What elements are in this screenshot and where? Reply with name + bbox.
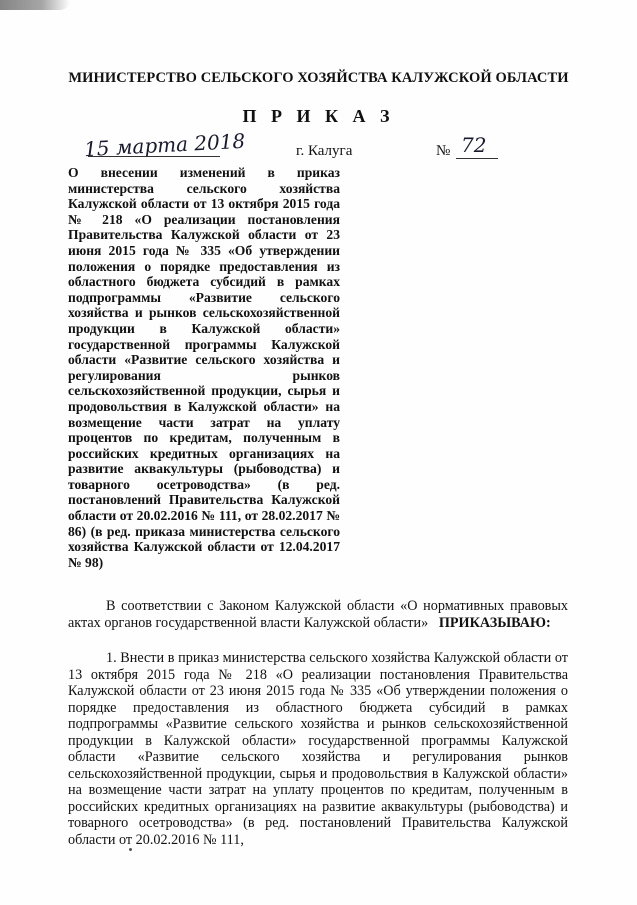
ministry-header: МИНИСТЕРСТВО СЕЛЬСКОГО ХОЗЯЙСТВА КАЛУЖСКОЙ ОБЛАСТИ xyxy=(68,70,569,86)
city: г. Калуга xyxy=(296,143,353,159)
order-subject: О внесении изменений в приказ министерства сельского хозяйства Калужской области от 13 октября 2015 года № 218 «О реализации постановления Правительства Калужской области от 23 июня 2015 года № 335 «Об утверждении положения о порядке предоставления из областного бюджета субсидий в рамках подпрограммы «Развитие сельского хозяйства и рынков сельскохозяйственной продукции в Калужской области» государственной программы Калужской области «Развитие сельского хозяйства и регулирования рынков сельскохозяйственной продукции, сырья и продовольствия в Калужской области» на возмещение части затрат на уплату процентов по кредитам, полученным в российских кредитных организациях на развитие аквакультуры (рыбоводства) и товарного осетроводства» (в ред. постановлений Правительства Калужской области от 20.02.2016 № 111, от 28.02.2017 № 86) (в ред. приказа министерства сельского хозяйства Калужской области от 12.04.2017 № 98) xyxy=(68,165,340,570)
item-1-paragraph: 1. Внести в приказ министерства сельского хозяйства Калужской области от 13 октября 2015 года № 218 «О реализации постановления Правительства Калужской области от 23 июня 2015 года № 335 «Об утверждении положения о порядке предоставления из областного бюджета субсидий в рамках подпрограммы «Развитие сельского хозяйства и рынков сельскохозяйственной продукции в Калужской области» государственной программы Калужской области «Развитие сельского хозяйства и регулирования рынков сельскохозяйственной продукции, сырья и продовольствия в Калужской области» на возмещение части затрат на уплату процентов по кредитам, полученным в российских кредитных организациях на развитие аквакультуры (рыбоводства) и товарного осетроводства» (в ред. постановлений Правительства Калужской области от 20.02.2016 № 111, xyxy=(68,650,568,848)
preamble-paragraph xyxy=(68,598,568,631)
scan-dot xyxy=(129,848,132,851)
order-title: П Р И К А З xyxy=(242,106,395,126)
number-underline xyxy=(456,158,498,159)
handwritten-date: 15 марта 2018 xyxy=(83,128,246,162)
date-underline xyxy=(88,156,220,157)
scan-artifact xyxy=(0,0,70,10)
number-label: № xyxy=(436,143,451,159)
handwritten-number: 72 xyxy=(461,133,487,157)
order-keyword: ПРИКАЗЫВАЮ: xyxy=(438,614,551,631)
preamble-text: В соответствии с Законом Калужской области «О нормативных правовых актах органов государственной власти Калужской области» xyxy=(68,598,568,631)
